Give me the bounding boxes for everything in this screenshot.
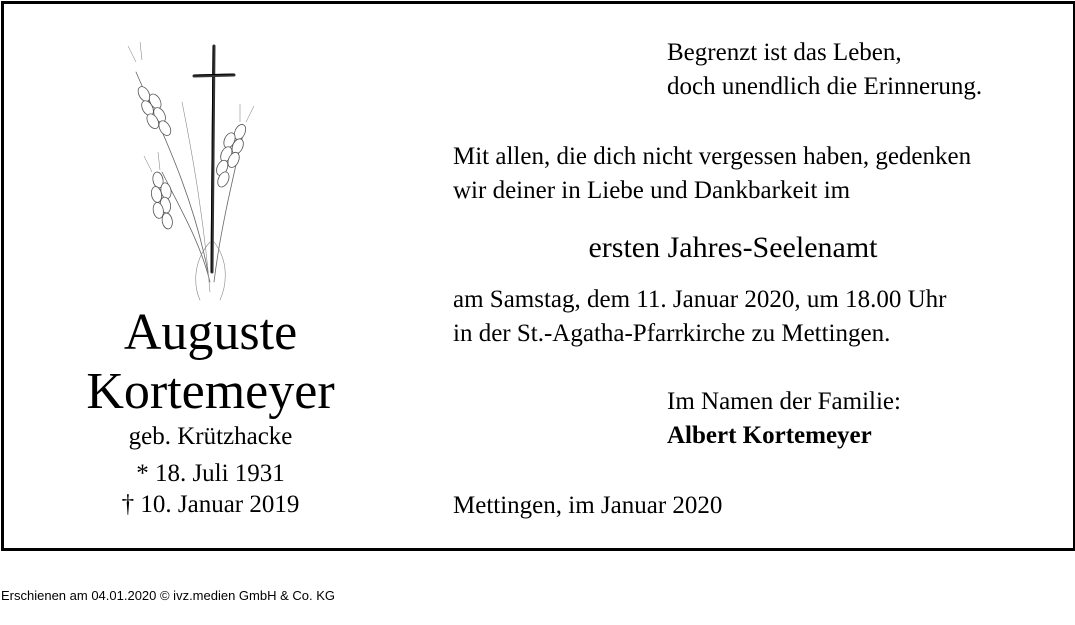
quote-line: Begrenzt ist das Leben, [667,39,902,66]
family-intro: Im Namen der Familie: [667,388,901,415]
event-date-line: am Samstag, dem 11. Januar 2020, um 18.00 Uhr [453,286,947,313]
death-date: † 10. Januar 2019 [121,491,300,518]
publication-footer: Erschienen am 04.01.2020 © ivz.medien GmbH & Co. KG [1,588,336,603]
intro-line: wir deiner in Liebe und Dankbarkeit im [453,177,851,204]
deceased-first-name: Auguste [123,304,298,361]
event-title: ersten Jahres-Seelenamt [588,231,878,264]
intro-line: Mit allen, die dich nicht vergessen haben, gedenken [453,143,972,170]
event-place-line: in der St.-Agatha-Pfarrkirche zu Mettingen. [453,320,891,347]
intro-text [453,140,971,208]
memorial-quote [667,36,982,104]
location-date: Mettingen, im Januar 2020 [453,492,723,519]
family-signature [667,385,901,453]
event-details [453,283,946,351]
deceased-column [4,4,424,548]
deceased-last-name: Kortemeyer [86,363,335,420]
obituary-card [1,1,1075,551]
quote-line: doch unendlich die Erinnerung. [667,73,983,100]
signer-name: Albert Kortemeyer [667,422,872,449]
cross-with-wheat-icon [122,42,262,304]
birth-date: * 18. Juli 1931 [136,460,285,487]
maiden-name: geb. Krützhacke [128,423,293,450]
